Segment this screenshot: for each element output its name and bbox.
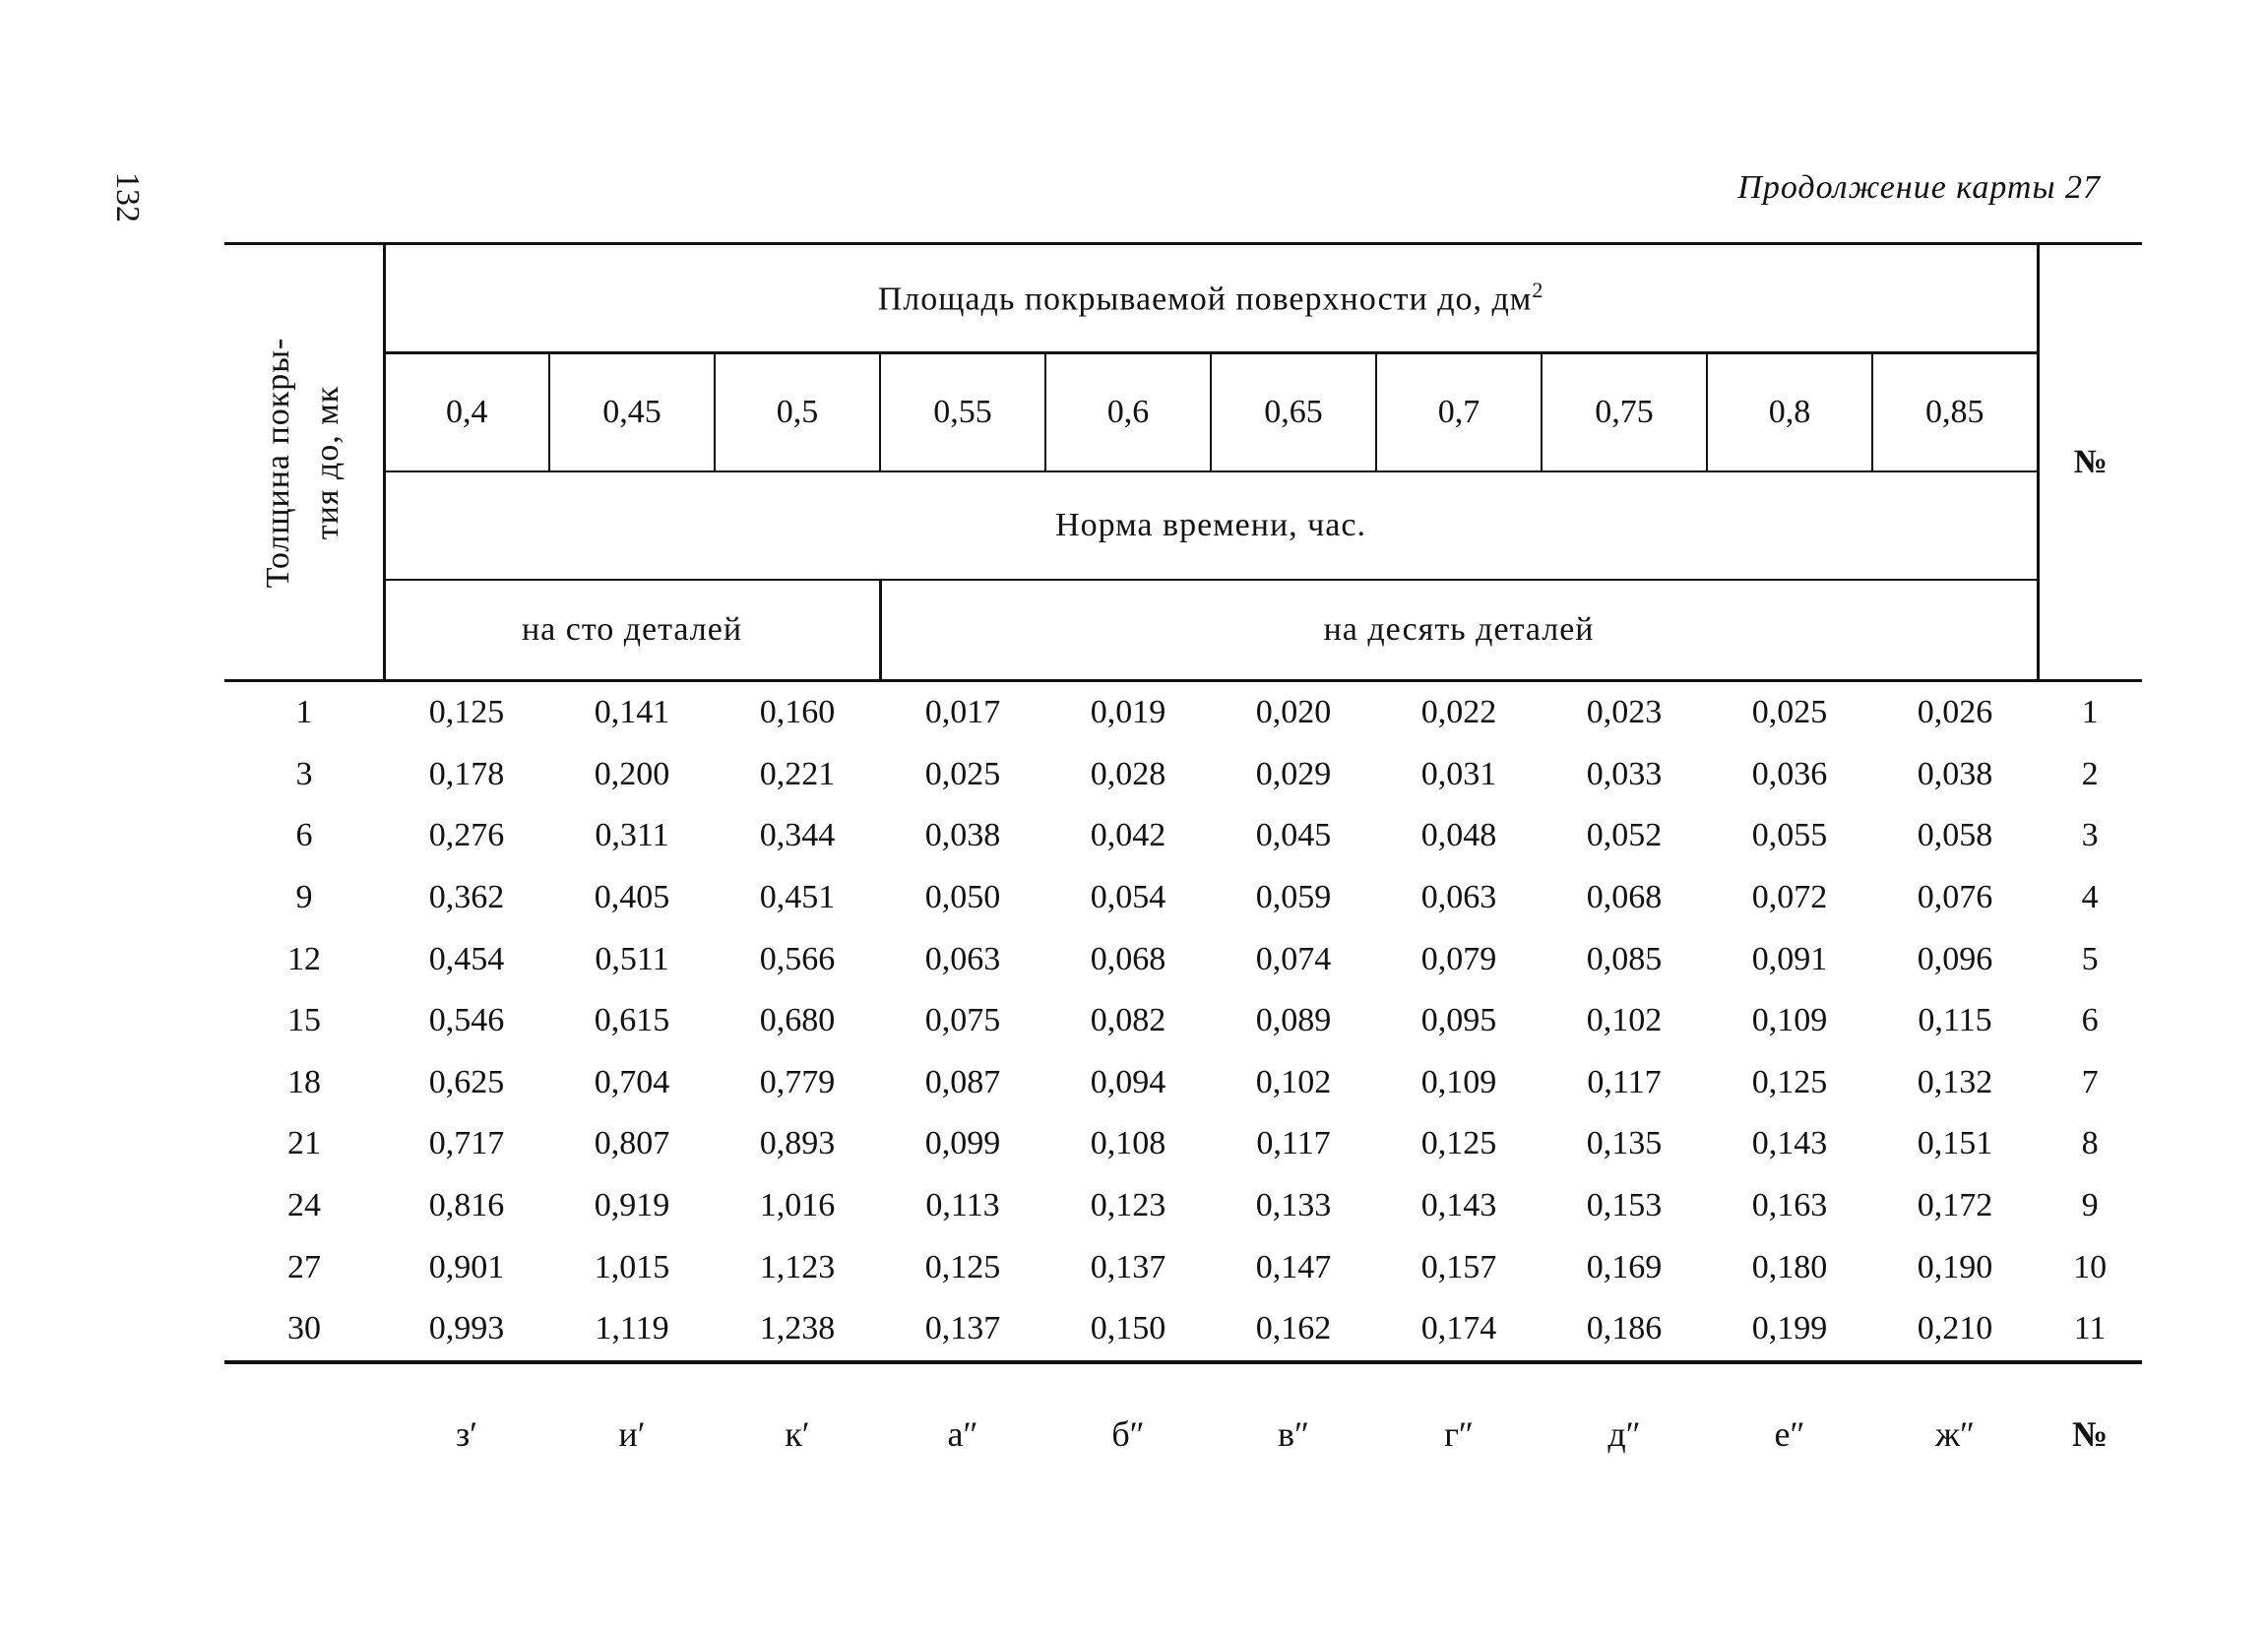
norm-value-cell: 0,172 [1917,1187,1993,1224]
norm-value-cell: 0,200 [594,755,670,792]
norm-value-cell: 0,893 [759,1125,836,1162]
norm-value-cell: 0,028 [1090,755,1166,792]
norm-value-cell: 0,117 [1587,1063,1662,1100]
norm-value-cell: 0,019 [1045,681,1211,744]
norm-value-cell: 0,546 [428,1002,505,1039]
thickness-cell: 6 [295,817,313,854]
norm-value-cell: 0,807 [594,1125,670,1162]
area-value-cell: 0,75 [1542,353,1707,472]
row-number-cell: 2 [2081,755,2099,792]
norm-value-cell: 0,087 [924,1063,1001,1100]
continuation-caption: Продолжение карты 27 [1737,169,2101,206]
norm-value-cell: 0,151 [1917,1125,1993,1162]
norm-value-cell: 0,405 [594,879,670,916]
norm-value-cell: 0,137 [1090,1248,1166,1285]
norm-value-cell: 0,068 [1090,940,1166,977]
norm-value-cell: 0,091 [1751,940,1828,977]
norm-value-cell: 0,063 [924,940,1001,977]
norm-value-cell: 0,074 [1255,940,1332,977]
table-row [224,1052,2142,1114]
norm-value-cell: 0,031 [1420,755,1497,792]
column-letters-number-sign: № [2071,1413,2109,1454]
norm-value-cell: 0,276 [428,817,505,854]
norm-value-cell: 0,511 [595,940,669,977]
area-value-cell: 0,55 [880,353,1045,472]
thickness-cell: 30 [224,1298,384,1362]
norm-value-cell: 0,180 [1751,1248,1828,1285]
row-number-cell: 9 [2081,1187,2099,1224]
area-unit-power: 2 [1532,278,1544,303]
norm-value-cell: 0,311 [595,817,669,854]
norm-value-cell: 0,125 [384,681,549,744]
norm-value-cell: 0,147 [1255,1248,1332,1285]
norm-value-cell: 0,102 [1586,1002,1663,1039]
norm-value-cell: 1,123 [759,1248,836,1285]
norm-value-cell: 0,153 [1586,1187,1663,1224]
row-number-cell: 7 [2081,1063,2099,1100]
number-header: № [2038,244,2142,681]
norm-value-cell: 0,089 [1255,1002,1332,1039]
norm-value-cell: 0,344 [759,817,836,854]
norm-value-cell: 0,052 [1586,817,1663,854]
norm-value-cell: 0,063 [1420,879,1497,916]
norm-value-cell: 0,102 [1255,1063,1332,1100]
norm-value-cell: 0,095 [1420,1002,1497,1039]
table-row [224,744,2142,806]
norm-value-cell: 0,050 [924,879,1001,916]
norm-value-cell: 0,993 [384,1298,549,1362]
norm-value-cell: 0,704 [594,1063,670,1100]
norm-value-cell: 0,143 [1420,1187,1497,1224]
area-value-cell: 0,7 [1376,353,1542,472]
norm-value-cell: 0,221 [759,755,836,792]
norm-value-cell: 0,125 [1420,1125,1497,1162]
norm-value-cell: 0,125 [924,1248,1001,1285]
area-value-cell: 0,65 [1211,353,1376,472]
norm-value-cell: 0,160 [715,681,880,744]
table-row [224,990,2142,1052]
norm-value-cell: 0,036 [1751,755,1828,792]
norm-value-cell: 0,137 [880,1298,1045,1362]
page-number: 132 [109,172,146,222]
norm-value-cell: 0,680 [759,1002,836,1039]
row-number-cell: 3 [2081,817,2099,854]
norm-value-cell: 0,143 [1751,1125,1828,1162]
norm-value-cell: 0,566 [759,940,836,977]
norm-value-cell: 0,178 [428,755,505,792]
norm-value-cell: 0,150 [1045,1298,1211,1362]
area-value-cell: 0,4 [384,353,549,472]
norm-value-cell: 1,119 [549,1298,715,1362]
norm-value-cell: 0,045 [1255,817,1332,854]
norm-value-cell: 0,157 [1420,1248,1497,1285]
norm-value-cell: 0,082 [1090,1002,1166,1039]
norm-value-cell: 0,125 [1751,1063,1828,1100]
column-letter-cell: г″ [1444,1413,1474,1454]
norm-value-cell: 0,048 [1420,817,1497,854]
table-row [224,867,2142,929]
norm-value-cell: 0,026 [1872,681,2038,744]
norm-value-cell: 0,174 [1376,1298,1542,1362]
norm-value-cell: 0,625 [428,1063,505,1100]
norm-value-cell: 0,025 [1707,681,1872,744]
norm-value-cell: 1,016 [759,1187,836,1224]
norm-value-cell: 0,816 [428,1187,505,1224]
norm-value-cell: 1,238 [715,1298,880,1362]
table-row [224,805,2142,867]
norm-value-cell: 0,135 [1586,1125,1663,1162]
norm-value-cell: 0,362 [428,879,505,916]
norm-value-cell: 1,015 [594,1248,670,1285]
row-number-cell: 8 [2081,1125,2099,1162]
norm-value-cell: 0,199 [1707,1298,1872,1362]
table-row [224,1236,2142,1298]
norm-value-cell: 0,033 [1586,755,1663,792]
norm-value-cell: 0,058 [1917,817,1993,854]
table-body [224,681,2142,1362]
per-ten-header: на десять деталей [1323,611,1595,648]
norm-value-cell: 0,615 [594,1002,670,1039]
norm-value-cell: 0,017 [880,681,1045,744]
norm-value-cell: 0,038 [924,817,1001,854]
norm-value-cell: 0,109 [1420,1063,1497,1100]
norm-value-cell: 0,901 [428,1248,505,1285]
column-letter-cell: б″ [1111,1413,1145,1454]
column-letter-cell: а″ [947,1413,978,1454]
area-value-cell: 0,8 [1707,353,1872,472]
norm-value-cell: 0,022 [1376,681,1542,744]
norm-value-cell: 0,109 [1751,1002,1828,1039]
norm-value-cell: 0,076 [1917,879,1993,916]
time-norm-table [224,242,2142,1489]
thickness-cell: 24 [287,1187,321,1224]
norm-value-cell: 0,115 [1918,1002,1992,1039]
norm-value-cell: 0,023 [1542,681,1707,744]
row-number-cell: 5 [2081,940,2099,977]
norm-value-cell: 0,123 [1090,1187,1166,1224]
norm-value-cell: 0,042 [1090,817,1166,854]
area-header-text: Площадь покрываемой поверхности до, дм [877,281,1533,318]
norm-value-cell: 0,162 [1211,1298,1376,1362]
norm-value-cell: 0,169 [1586,1248,1663,1285]
table-row [224,1175,2142,1237]
norm-value-cell: 0,059 [1255,879,1332,916]
norm-value-cell: 0,779 [759,1063,836,1100]
norm-value-cell: 0,029 [1255,755,1332,792]
norm-value-cell: 0,020 [1211,681,1376,744]
letters-spacer [224,1362,384,1489]
norm-value-cell: 0,068 [1586,879,1663,916]
row-number-cell: 11 [2038,1298,2142,1362]
table-row [224,1113,2142,1175]
norm-value-cell: 0,075 [924,1002,1001,1039]
thickness-cell: 15 [287,1002,321,1039]
thickness-cell: 9 [295,879,313,916]
norm-value-cell: 0,054 [1090,879,1166,916]
table-row [224,1298,2142,1362]
column-letter-cell: ж″ [1935,1413,1975,1454]
thickness-cell: 27 [287,1248,321,1285]
norm-value-cell: 0,025 [924,755,1001,792]
table-row [224,928,2142,990]
norm-value-cell: 0,163 [1751,1187,1828,1224]
column-letter-cell: к′ [785,1413,810,1454]
thickness-cell: 12 [287,940,321,977]
norm-value-cell: 0,133 [1255,1187,1332,1224]
area-header [384,244,2038,353]
row-number-cell: 10 [2073,1248,2108,1285]
thickness-cell: 18 [287,1063,321,1100]
area-values-row [224,353,2142,472]
thickness-header-line-1: Толщина покры- [260,337,297,588]
row-number-cell: 1 [2038,681,2142,744]
norm-value-cell: 0,072 [1751,879,1828,916]
norm-value-cell: 0,132 [1917,1063,1993,1100]
area-value-cell: 0,5 [715,353,880,472]
norm-value-cell: 0,085 [1586,940,1663,977]
column-letter-cell: е″ [1774,1413,1805,1454]
per-hundred-header: на сто деталей [384,580,880,681]
column-letter-cell: в″ [1278,1413,1309,1454]
norm-value-cell: 0,919 [594,1187,670,1224]
thickness-header [224,244,384,681]
column-letter-cell: д″ [1607,1413,1641,1454]
norm-header: Норма времени, час. [384,471,2038,580]
norm-value-cell: 0,451 [759,879,836,916]
area-value-cell: 0,85 [1872,353,2038,472]
norm-value-cell: 0,141 [549,681,715,744]
norm-value-cell: 0,079 [1420,940,1497,977]
table-row [224,681,2142,744]
thickness-cell: 1 [224,681,384,744]
norm-value-cell: 0,055 [1751,817,1828,854]
column-letter-cell: з′ [455,1413,478,1454]
norm-value-cell: 0,099 [924,1125,1001,1162]
norm-value-cell: 0,186 [1542,1298,1707,1362]
norm-value-cell: 0,117 [1256,1125,1331,1162]
column-letters-row [224,1362,2142,1489]
row-number-cell: 4 [2081,879,2099,916]
area-value-cell: 0,45 [549,353,715,472]
thickness-cell: 21 [287,1125,321,1162]
column-letter-cell: и′ [618,1413,646,1454]
norm-value-cell: 0,108 [1090,1125,1166,1162]
norm-value-cell: 0,190 [1917,1248,1993,1285]
area-value-cell: 0,6 [1045,353,1211,472]
norm-value-cell: 0,094 [1090,1063,1166,1100]
norm-value-cell: 0,038 [1917,755,1993,792]
norm-value-cell: 0,454 [428,940,505,977]
norm-value-cell: 0,717 [428,1125,505,1162]
row-number-cell: 6 [2081,1002,2099,1039]
norm-value-cell: 0,113 [925,1187,1000,1224]
thickness-cell: 3 [295,755,313,792]
thickness-header-line-2: тия до, мк [309,385,346,539]
norm-value-cell: 0,096 [1917,940,1993,977]
norm-value-cell: 0,210 [1872,1298,2038,1362]
